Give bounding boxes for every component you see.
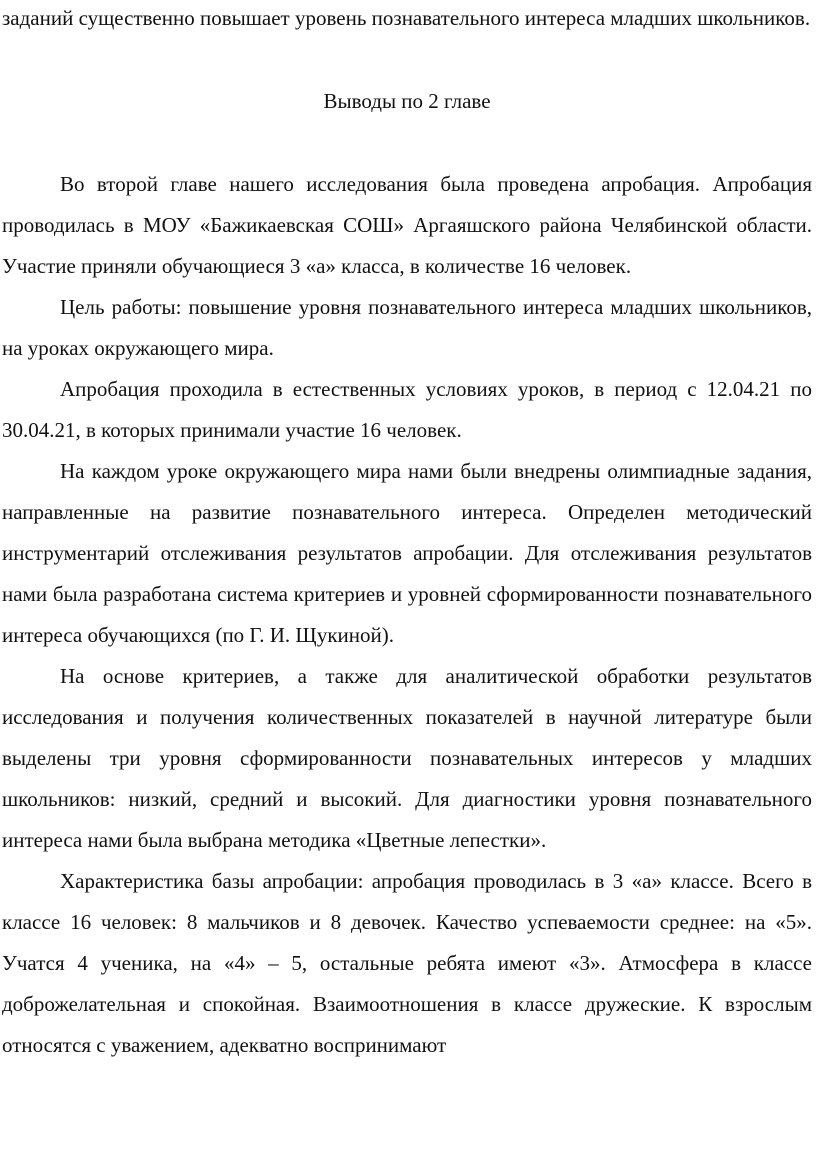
- paragraph-approbation: Во второй главе нашего исследования была проведена апробация. Апробация проводилась в МОУ «Бажикаевская СОШ» Аргаяшского района Челябинской области. Участие приняли обучающиеся 3 «а» класса, в количестве 16 человек.: [2, 172, 812, 278]
- section-heading: Выводы по 2 главе: [323, 89, 491, 113]
- paragraph-levels: На основе критериев, а также для аналитической обработки результатов исследования и получения количественных показателей в научной литературе были выделены три уровня сформированности познавательных интересов у младших школьников: низкий, средний и высокий. Для диагностики уровня познавательного интереса нами была выбрана методика «Цветные лепестки».: [2, 664, 812, 852]
- paragraph-goal: Цель работы: повышение уровня познавательного интереса младших школьников, на уроках окружающего мира.: [2, 295, 812, 360]
- paragraph-olympiad-tasks: На каждом уроке окружающего мира нами были внедрены олимпиадные задания, направленные на развитие познавательного интереса. Определен методический инструментарий отслеживания результатов апробации. Для отслеживания результатов нами была разработана система критериев и уровней сформированности познавательного интереса обучающихся (по Г. И. Щукиной).: [2, 459, 812, 647]
- paragraph-base-characteristics: Характеристика базы апробации: апробация проводилась в 3 «а» классе. Всего в классе 16 человек: 8 мальчиков и 8 девочек. Качество успеваемости среднее: на «5». Учатся 4 ученика, на «4» – 5, остальные ребята имеют «3». Атмосфера в классе доброжелательная и спокойная. Взаимоотношения в классе дружеские. К взрослым относятся с уважением, адекватно воспринимают: [2, 869, 812, 1057]
- continuation-paragraph: заданий существенно повышает уровень познавательного интереса младших школьников.: [2, 6, 811, 30]
- paragraph-period: Апробация проходила в естественных условиях уроков, в период с 12.04.21 по 30.04.21, в которых принимали участие 16 человек.: [2, 377, 812, 442]
